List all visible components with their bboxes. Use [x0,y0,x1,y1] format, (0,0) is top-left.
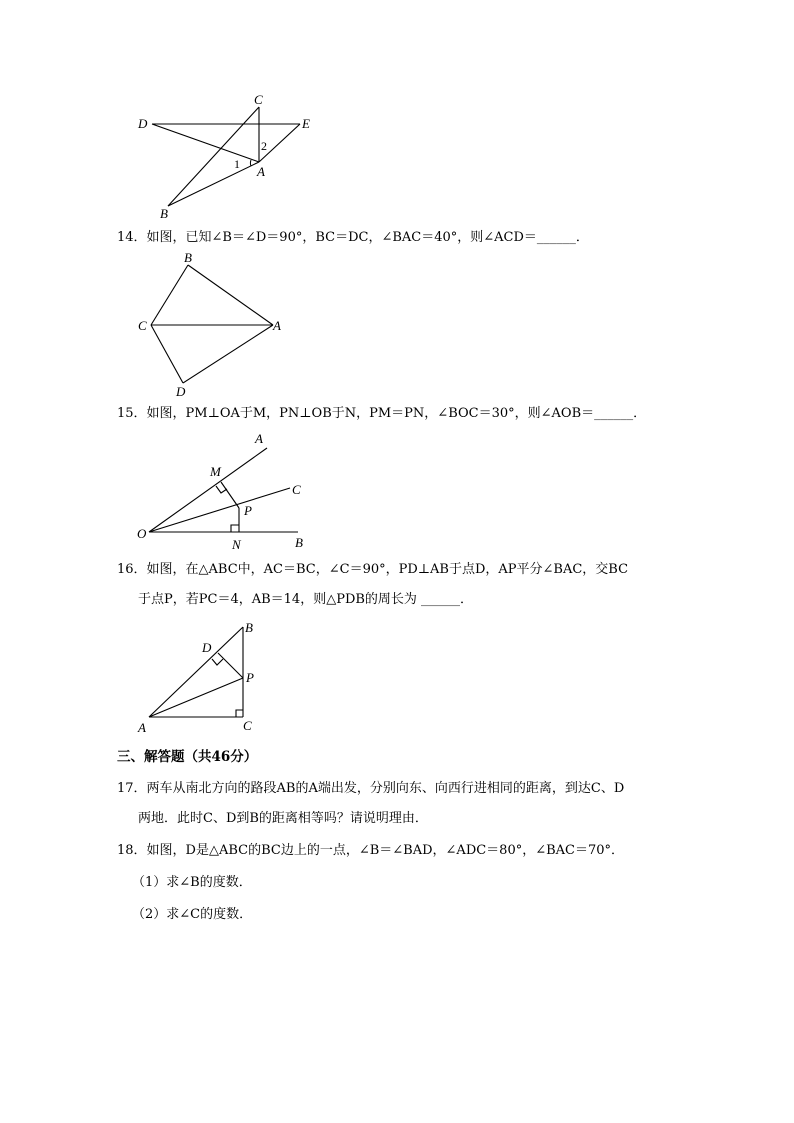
label-a: A [273,318,281,333]
segment-ab [149,627,243,717]
label-m: M [210,464,221,479]
segment-pd [218,653,243,678]
segment-ap [149,678,243,717]
label-a: A [257,164,265,179]
label-n: N [232,537,241,552]
question-18-part2: （2）求∠C的度数． [132,907,253,922]
right-angle-mark-m [216,486,227,493]
label-b: B [160,206,168,221]
label-p: P [244,503,252,518]
label-p: P [246,670,254,685]
question-16-line2: 于点P，若PC＝4，AB＝14，则△PDB的周长为 ______． [138,592,474,607]
label-b: B [295,535,303,550]
segment-cd [151,325,183,383]
label-d: D [138,116,148,131]
label-d: D [202,640,212,655]
question-15-text: 15．如图，PM⊥OA于M，PN⊥OB于N，PM＝PN，∠BOC＝30°，则∠AOB＝______． [117,406,647,421]
label-a: A [255,431,263,446]
label-b: B [245,620,253,635]
question-16-line1: 16．如图，在△ABC中，AC＝BC，∠C＝90°，PD⊥AB于点D，AP平分∠BAC，交BC [117,562,629,577]
right-angle-mark-c [236,710,243,717]
label-angle-2: 2 [261,139,267,153]
question-14-text: 14．如图，已知∠B＝∠D＝90°，BC＝DC，∠BAC＝40°，则∠ACD＝______． [117,230,589,245]
label-o: O [137,526,147,541]
segment-cb [168,107,259,206]
label-c: C [254,92,263,107]
segment-da [152,124,259,162]
label-c: C [243,718,252,733]
ray-oc [149,488,290,532]
segment-ba [188,265,273,325]
label-angle-1: 1 [234,157,240,171]
label-d: D [176,384,186,399]
segment-bc [151,265,188,325]
figure-q16 [130,618,270,738]
figure-q15 [130,428,320,553]
segment-ab [168,162,259,206]
ray-oa [149,448,267,532]
figure-q14 [130,250,290,400]
label-c: C [292,482,301,497]
label-c: C [138,318,147,333]
segment-pm [221,482,239,508]
segment-da [183,325,273,383]
question-18-line1: 18．如图，D是△ABC的BC边上的一点，∠B＝∠BAD，∠ADC＝80°，∠BAC＝70°． [117,843,625,858]
right-angle-mark-d [212,659,223,665]
label-b: B [184,250,192,265]
section-3-heading: 三、解答题（共46分） [117,749,258,765]
label-e: E [302,116,310,131]
angle-1-arc [250,160,251,166]
question-18-part1: （1）求∠B的度数． [132,875,252,890]
right-angle-mark-n [231,525,239,532]
figure-q13 [130,90,330,225]
question-17-line1: 17．两车从南北方向的路段AB的A端出发，分别向东、向西行进相同的距离，到达C、D [117,781,625,796]
label-a: A [138,720,146,735]
question-17-line2: 两地．此时C、D到B的距离相等吗？请说明理由． [138,811,428,826]
